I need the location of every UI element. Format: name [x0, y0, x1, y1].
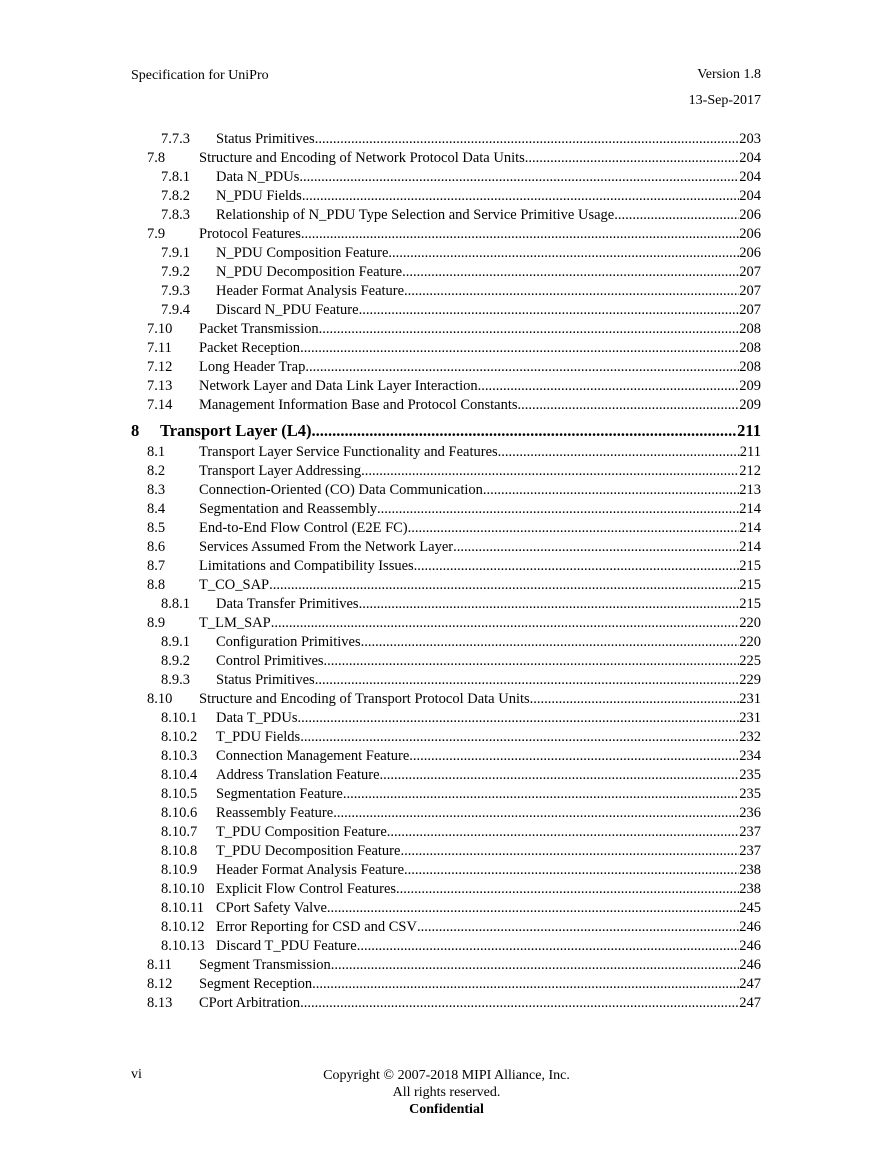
toc-entry-page: 209 — [739, 378, 761, 394]
toc-entry-number: 8.9.3 — [161, 672, 190, 688]
toc-entry-number: 8.8 — [147, 577, 166, 593]
toc-entry-title: T_CO_SAP — [199, 577, 270, 593]
date-label: 13-Sep-2017 — [688, 93, 761, 108]
toc-entry-title: Connection-Oriented (CO) Data Communication — [199, 482, 483, 498]
toc-entry-title: Protocol Features — [199, 226, 301, 242]
toc-entry-page: 237 — [739, 843, 761, 859]
toc-entry-number: 8.10.9 — [161, 862, 198, 878]
toc-entry-page: 245 — [739, 900, 761, 916]
toc-entry[interactable] — [131, 766, 761, 785]
toc-entry-number: 7.9.2 — [161, 264, 190, 280]
toc-entry-page: 208 — [739, 359, 761, 375]
toc-entry-number: 8.12 — [147, 976, 173, 992]
toc-entry[interactable] — [131, 918, 761, 937]
toc-entry-title: Data Transfer Primitives — [216, 596, 359, 612]
toc-entry-page: 231 — [739, 710, 761, 726]
toc-entry[interactable] — [131, 187, 761, 206]
toc-entry-number: 8.10.13 — [161, 938, 205, 954]
toc-entry-page: 232 — [739, 729, 761, 745]
toc-entry-page: 235 — [739, 767, 761, 783]
page-number: vi — [131, 1067, 142, 1082]
toc-entry-page: 238 — [739, 862, 761, 878]
toc-entry[interactable] — [131, 728, 761, 747]
toc-entry-number: 8.7 — [147, 558, 166, 574]
toc-entry-title: N_PDU Composition Feature — [216, 245, 389, 261]
toc-entry-page: 231 — [739, 691, 761, 707]
toc-entry-page: 204 — [739, 169, 761, 185]
toc-entry-number: 8.10.3 — [161, 748, 198, 764]
toc-entry[interactable] — [131, 481, 761, 500]
toc-dot-leader — [312, 975, 739, 994]
toc-dot-leader — [453, 538, 739, 557]
toc-entry-title: Segmentation and Reassembly — [199, 501, 377, 517]
toc-entry-page: 206 — [739, 226, 761, 242]
toc-entry-number: 8.1 — [147, 444, 166, 460]
toc-entry-title: Header Format Analysis Feature — [216, 862, 405, 878]
toc-entry-page: 214 — [739, 501, 761, 517]
toc-entry-page: 203 — [739, 131, 761, 147]
toc-entry-title: Structure and Encoding of Transport Protocol Data Units — [199, 691, 530, 707]
toc-entry-number: 7.9 — [147, 226, 166, 242]
toc-entry-number: 8.5 — [147, 520, 166, 536]
toc-dot-leader — [414, 557, 740, 576]
toc-entry-number: 8 — [131, 421, 140, 440]
toc-entry-page: 246 — [739, 957, 761, 973]
toc-dot-leader — [530, 690, 740, 709]
toc-entry[interactable] — [131, 420, 761, 441]
toc-entry-title: Packet Transmission — [199, 321, 319, 337]
toc-dot-leader — [300, 728, 739, 747]
toc-entry-title: N_PDU Decomposition Feature — [216, 264, 403, 280]
toc-dot-leader — [409, 747, 739, 766]
toc-dot-leader — [271, 614, 740, 633]
toc-dot-leader — [408, 519, 740, 538]
toc-entry-title: Transport Layer (L4) — [160, 421, 312, 440]
toc-entry-page: 247 — [739, 976, 761, 992]
toc-dot-leader — [300, 994, 739, 1013]
toc-entry-page: 246 — [739, 919, 761, 935]
toc-entry[interactable] — [131, 956, 761, 975]
toc-entry-title: Connection Management Feature — [216, 748, 410, 764]
toc-dot-leader — [396, 880, 739, 899]
toc-entry-title: Network Layer and Data Link Layer Interaction — [199, 378, 478, 394]
toc-entry-page: 229 — [739, 672, 761, 688]
toc-entry-number: 8.9 — [147, 615, 166, 631]
toc-dot-leader — [361, 633, 740, 652]
toc-dot-leader — [377, 500, 739, 519]
toc-entry[interactable] — [131, 975, 761, 994]
toc-entry-title: Control Primitives — [216, 653, 324, 669]
toc-entry[interactable] — [131, 538, 761, 557]
toc-entry[interactable] — [131, 861, 761, 880]
toc-dot-leader — [380, 766, 740, 785]
toc-dot-leader — [269, 576, 739, 595]
toc-dot-leader — [333, 804, 739, 823]
toc-entry[interactable] — [131, 633, 761, 652]
toc-entry-title: Segment Transmission — [199, 957, 331, 973]
toc-entry[interactable] — [131, 396, 761, 415]
toc-entry-number: 8.2 — [147, 463, 166, 479]
toc-dot-leader — [331, 956, 740, 975]
toc-entry-title: Segmentation Feature — [216, 786, 343, 802]
toc-entry-number: 8.3 — [147, 482, 166, 498]
copyright-text: Copyright © 2007-2018 MIPI Alliance, Inc. — [323, 1068, 570, 1083]
toc-entry-page: 206 — [739, 245, 761, 261]
toc-entry-number: 7.9.4 — [161, 302, 190, 318]
toc-entry-page: 225 — [739, 653, 761, 669]
toc-entry[interactable] — [131, 652, 761, 671]
version-label: Version 1.8 — [697, 67, 761, 82]
toc-entry-number: 8.10.12 — [161, 919, 205, 935]
toc-entry-page: 208 — [739, 340, 761, 356]
toc-entry-number: 8.10.11 — [161, 900, 204, 916]
toc-entry[interactable] — [131, 842, 761, 861]
toc-entry-page: 220 — [739, 615, 761, 631]
toc-entry-page: 237 — [739, 824, 761, 840]
toc-dot-leader — [404, 282, 739, 301]
toc-dot-leader — [319, 320, 740, 339]
header-version-block — [689, 68, 761, 120]
toc-entry[interactable] — [131, 690, 761, 709]
toc-entry-number: 8.9.2 — [161, 653, 190, 669]
toc-dot-leader — [301, 225, 739, 244]
toc-entry-page: 204 — [739, 188, 761, 204]
toc-entry-title: T_PDU Fields — [216, 729, 301, 745]
toc-entry-page: 235 — [739, 786, 761, 802]
toc-entry[interactable] — [131, 149, 761, 168]
toc-entry-page: 214 — [739, 520, 761, 536]
toc-entry-title: Services Assumed From the Network Layer — [199, 539, 454, 555]
toc-entry-title: Error Reporting for CSD and CSV — [216, 919, 417, 935]
toc-entry-title: Address Translation Feature — [216, 767, 380, 783]
confidential-label: Confidential — [409, 1102, 484, 1117]
toc-entry[interactable] — [131, 595, 761, 614]
toc-entry[interactable] — [131, 301, 761, 320]
toc-entry-page: 206 — [739, 207, 761, 223]
toc-entry-title: T_PDU Decomposition Feature — [216, 843, 401, 859]
toc-entry-number: 8.4 — [147, 501, 166, 517]
toc-entry-title: CPort Safety Valve — [216, 900, 327, 916]
toc-entry[interactable] — [131, 709, 761, 728]
toc-entry-number: 8.10.10 — [161, 881, 205, 897]
toc-entry[interactable] — [131, 880, 761, 899]
toc-entry-number: 7.7.3 — [161, 131, 190, 147]
toc-entry-number: 8.9.1 — [161, 634, 190, 650]
toc-entry-title: Packet Reception — [199, 340, 301, 356]
toc-entry-title: Configuration Primitives — [216, 634, 361, 650]
toc-dot-leader — [343, 785, 739, 804]
toc-entry[interactable] — [131, 994, 761, 1013]
toc-entry[interactable] — [131, 823, 761, 842]
toc-entry-number: 7.8.1 — [161, 169, 190, 185]
toc-entry[interactable] — [131, 747, 761, 766]
toc-entry-title: Transport Layer Service Functionality and Features — [199, 444, 498, 460]
toc-entry-page: 215 — [739, 596, 761, 612]
toc-dot-leader — [359, 301, 740, 320]
toc-entry[interactable] — [131, 462, 761, 481]
toc-entry[interactable] — [131, 320, 761, 339]
toc-entry-title: Segment Reception — [199, 976, 313, 992]
toc-entry-number: 8.10.4 — [161, 767, 198, 783]
toc-entry-page: 234 — [739, 748, 761, 764]
toc-entry-title: Transport Layer Addressing — [199, 463, 362, 479]
toc-entry-number: 8.10.1 — [161, 710, 198, 726]
toc-dot-leader — [614, 206, 739, 225]
toc-entry-number: 8.6 — [147, 539, 166, 555]
toc-entry[interactable] — [131, 358, 761, 377]
toc-entry-title: Structure and Encoding of Network Protocol Data Units — [199, 150, 525, 166]
toc-entry-title: End-to-End Flow Control (E2E FC) — [199, 520, 408, 536]
toc-dot-leader — [315, 130, 740, 149]
toc-entry-page: 208 — [739, 321, 761, 337]
toc-dot-leader — [300, 339, 739, 358]
toc-entry[interactable] — [131, 130, 761, 149]
footer-copyright — [0, 1067, 893, 1118]
toc-entry-title: Status Primitives — [216, 131, 315, 147]
toc-entry-title: Explicit Flow Control Features — [216, 881, 397, 897]
toc-entry-number: 7.9.1 — [161, 245, 190, 261]
toc-dot-leader — [402, 263, 739, 282]
toc-entry-number: 7.8.3 — [161, 207, 190, 223]
toc-entry-title: Status Primitives — [216, 672, 315, 688]
toc-entry-title: Limitations and Compatibility Issues — [199, 558, 414, 574]
toc-dot-leader — [299, 168, 739, 187]
toc-entry-title: Header Format Analysis Feature — [216, 283, 405, 299]
toc-entry-page: 207 — [739, 302, 761, 318]
toc-entry[interactable] — [131, 500, 761, 519]
toc-entry-page: 212 — [739, 463, 761, 479]
toc-entry[interactable] — [131, 225, 761, 244]
toc-entry[interactable] — [131, 244, 761, 263]
toc-entry-title: Management Information Base and Protocol Constants — [199, 397, 518, 413]
toc-entry-page: 238 — [739, 881, 761, 897]
toc-entry-number: 7.10 — [147, 321, 173, 337]
toc-dot-leader — [387, 823, 739, 842]
toc-dot-leader — [359, 595, 740, 614]
toc-entry-number: 7.8.2 — [161, 188, 190, 204]
toc-entry-number: 8.10.8 — [161, 843, 198, 859]
toc-entry-title: Discard N_PDU Feature — [216, 302, 359, 318]
toc-entry-page: 207 — [739, 283, 761, 299]
toc-entry-number: 7.11 — [147, 340, 172, 356]
toc-entry-title: Reassembly Feature — [216, 805, 334, 821]
toc-dot-leader — [483, 481, 739, 500]
toc-entry-page: 220 — [739, 634, 761, 650]
toc-entry-page: 209 — [739, 397, 761, 413]
table-of-contents — [131, 130, 761, 1013]
toc-entry-page: 214 — [739, 539, 761, 555]
toc-entry-number: 8.10.2 — [161, 729, 198, 745]
toc-dot-leader — [357, 937, 740, 956]
toc-entry[interactable] — [131, 206, 761, 225]
toc-entry-page: 247 — [739, 995, 761, 1011]
toc-entry-title: Relationship of N_PDU Type Selection and Service Primitive Usage — [216, 207, 615, 223]
toc-entry[interactable] — [131, 377, 761, 396]
toc-dot-leader — [417, 918, 739, 937]
toc-entry[interactable] — [131, 899, 761, 918]
toc-entry-number: 8.11 — [147, 957, 172, 973]
toc-entry-title: T_PDU Composition Feature — [216, 824, 387, 840]
toc-dot-leader — [361, 462, 739, 481]
toc-entry[interactable] — [131, 519, 761, 538]
toc-entry-title: N_PDU Fields — [216, 188, 302, 204]
toc-dot-leader — [400, 842, 739, 861]
toc-entry-page: 211 — [739, 444, 761, 460]
toc-entry-title: Discard T_PDU Feature — [216, 938, 357, 954]
toc-entry-number: 8.10 — [147, 691, 173, 707]
toc-entry-page: 213 — [739, 482, 761, 498]
toc-dot-leader — [302, 187, 739, 206]
toc-dot-leader — [305, 358, 739, 377]
toc-dot-leader — [518, 396, 740, 415]
toc-dot-leader — [498, 443, 740, 462]
toc-entry[interactable] — [131, 937, 761, 956]
toc-entry-number: 8.13 — [147, 995, 173, 1011]
toc-entry-number: 7.13 — [147, 378, 173, 394]
toc-dot-leader — [312, 420, 738, 441]
toc-entry-title: Long Header Trap — [199, 359, 306, 375]
toc-dot-leader — [298, 709, 740, 728]
toc-entry-title: T_LM_SAP — [199, 615, 271, 631]
toc-entry[interactable] — [131, 443, 761, 462]
toc-entry[interactable] — [131, 671, 761, 690]
toc-entry-number: 7.14 — [147, 397, 173, 413]
toc-dot-leader — [478, 377, 740, 396]
toc-entry-page: 236 — [739, 805, 761, 821]
toc-entry-page: 246 — [739, 938, 761, 954]
toc-entry[interactable] — [131, 263, 761, 282]
toc-entry[interactable] — [131, 282, 761, 301]
toc-entry[interactable] — [131, 785, 761, 804]
rights-text: All rights reserved. — [392, 1085, 501, 1100]
toc-entry[interactable] — [131, 557, 761, 576]
toc-entry-title: Data T_PDUs — [216, 710, 298, 726]
toc-entry[interactable] — [131, 339, 761, 358]
toc-entry-number: 8.10.6 — [161, 805, 198, 821]
toc-dot-leader — [525, 149, 739, 168]
toc-dot-leader — [324, 652, 740, 671]
toc-entry-page: 215 — [739, 558, 761, 574]
toc-dot-leader — [315, 671, 740, 690]
toc-entry-number: 7.12 — [147, 359, 173, 375]
toc-entry-page: 207 — [739, 264, 761, 280]
toc-entry-number: 7.8 — [147, 150, 166, 166]
toc-entry-number: 8.8.1 — [161, 596, 190, 612]
toc-dot-leader — [404, 861, 739, 880]
document-title-header: Specification for UniPro — [131, 68, 269, 83]
toc-entry-number: 7.9.3 — [161, 283, 190, 299]
toc-entry-page: 211 — [737, 421, 761, 440]
toc-entry[interactable] — [131, 804, 761, 823]
toc-entry[interactable] — [131, 168, 761, 187]
toc-entry[interactable] — [131, 576, 761, 595]
toc-entry-page: 215 — [739, 577, 761, 593]
toc-entry-page: 204 — [739, 150, 761, 166]
toc-entry[interactable] — [131, 614, 761, 633]
toc-entry-number: 8.10.7 — [161, 824, 198, 840]
toc-dot-leader — [327, 899, 739, 918]
toc-entry-number: 8.10.5 — [161, 786, 198, 802]
toc-dot-leader — [388, 244, 739, 263]
toc-entry-title: CPort Arbitration — [199, 995, 301, 1011]
toc-entry-title: Data N_PDUs — [216, 169, 300, 185]
